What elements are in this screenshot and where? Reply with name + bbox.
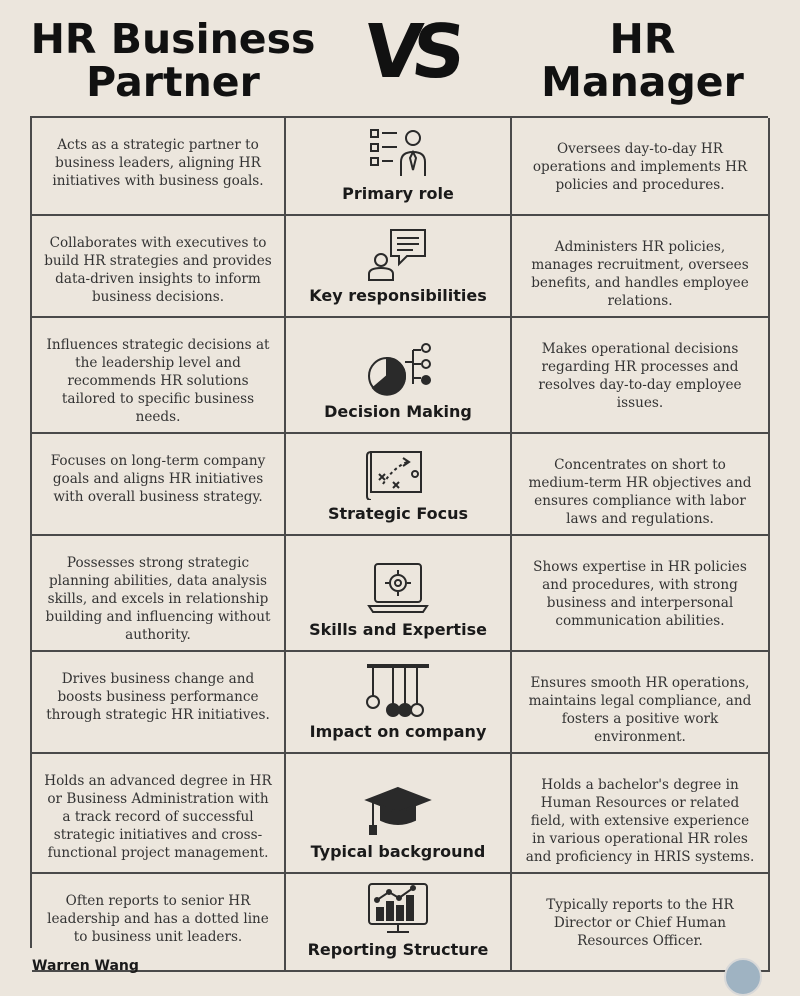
hrm-decision-making: Makes operational decisions regarding HR processes and resolves day-to-day employee issues. [512,318,770,434]
row-label: Typical background [310,842,486,861]
hrbp-typical-background: Holds an advanced degree in HR or Business Administration with a track record of successful strategic initiatives and cross-functional project management. [32,754,286,874]
hrm-primary-role: Oversees day-to-day HR operations and implements HR policies and procedures. [512,118,770,216]
hrm-typical-background: Holds a bachelor's degree in Human Resources or related field, with extensive experience in various operational HR roles and proficiency in HRIS systems. [512,754,770,874]
row-reporting-structure [286,874,512,972]
hrbp-decision-making: Influences strategic decisions at the leadership level and recommends HR solutions tailored to specific business needs. [32,318,286,434]
header [0,0,800,112]
hrbp-impact-on-company: Drives business change and boosts business performance through strategic HR initiatives. [32,652,286,754]
row-strategic-focus [286,434,512,536]
hrbp-strategic-focus: Focuses on long-term company goals and aligns HR initiatives with overall business strategy. [32,434,286,536]
graduation-cap-icon [363,782,433,838]
hrbp-skills-expertise: Possesses strong strategic planning abilities, data analysis skills, and excels in relationship building and influencing without authority. [32,536,286,652]
row-label: Reporting Structure [307,940,489,959]
hrbp-key-responsibilities: Collaborates with executives to build HR strategies and provides data-driven insights to inform business decisions. [32,216,286,318]
strategy-map-icon [363,444,433,500]
row-label: Primary role [342,184,454,203]
hrm-skills-expertise: Shows expertise in HR policies and procedures, with strong business and interpersonal communication abilities. [512,536,770,652]
laptop-gear-icon [363,560,433,616]
hrm-reporting-structure: Typically reports to the HR Director or Chief Human Resources Officer. [512,874,770,972]
author-name: Warren Wang [32,958,139,974]
avatar[interactable] [724,958,762,996]
row-label: Key responsibilities [309,286,487,305]
checklist-person-icon [363,124,433,180]
hrm-impact-on-company: Ensures smooth HR operations, maintains legal compliance, and fosters a positive work environment. [512,652,770,754]
row-impact-on-company [286,652,512,754]
row-label: Impact on company [309,722,487,741]
hrm-strategic-focus: Concentrates on short to medium-term HR objectives and ensures compliance with labor laws and regulations. [512,434,770,536]
row-label: Skills and Expertise [309,620,487,639]
newtons-cradle-icon [363,662,433,718]
row-decision-making [286,318,512,434]
hrbp-primary-role: Acts as a strategic partner to business leaders, aligning HR initiatives with business goals. [32,118,286,216]
clock-decision-icon [363,342,433,398]
person-speech-bubble-icon [363,226,433,282]
vs-logo: VS [360,9,460,95]
hr-business-partner-title: HR Business Partner [30,15,316,106]
row-typical-background [286,754,512,874]
row-label: Strategic Focus [327,504,469,523]
row-skills-expertise [286,536,512,652]
hrbp-reporting-structure: Often reports to senior HR leadership and has a dotted line to business unit leaders. [32,874,286,972]
bar-chart-monitor-icon [363,880,433,936]
hr-manager-title: HR Manager [541,15,744,106]
row-label: Decision Making [324,402,472,421]
hrm-key-responsibilities: Administers HR policies, manages recruitment, oversees benefits, and handles employee relations. [512,216,770,318]
row-key-responsibilities [286,216,512,318]
comparison-table [30,116,768,959]
row-primary-role [286,118,512,216]
